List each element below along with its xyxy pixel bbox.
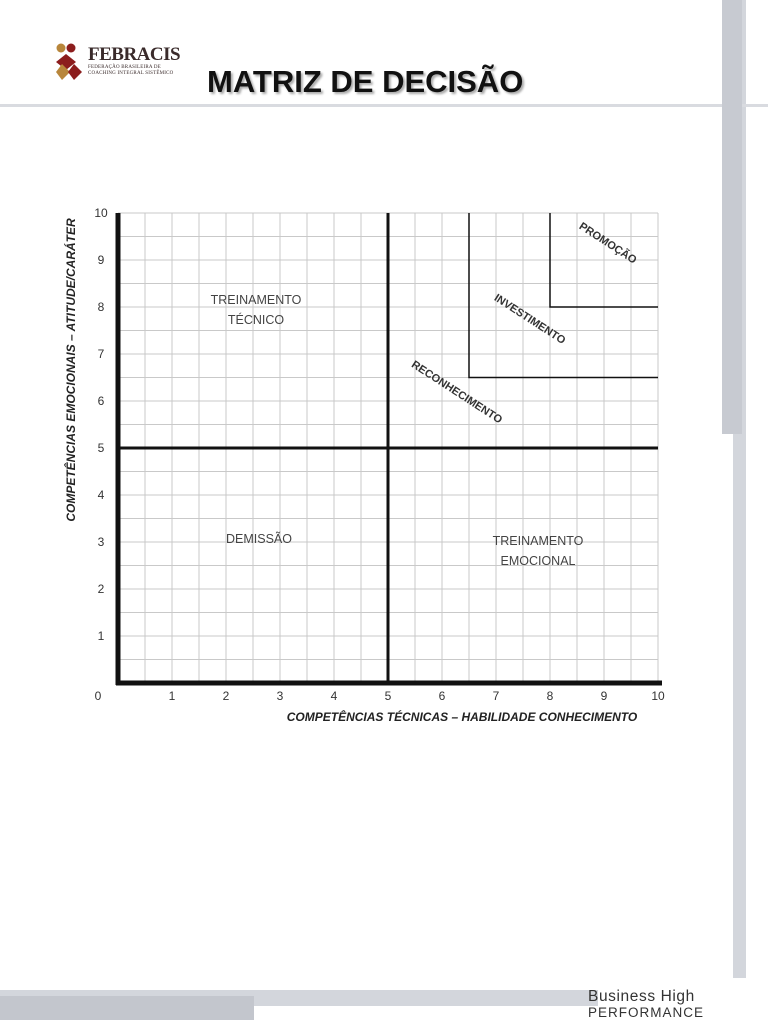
x-axis-label: COMPETÊNCIAS TÉCNICAS – HABILIDADE CONHECIMENTO [286,710,638,724]
quadrant-label-top-left: TÉCNICO [227,313,285,327]
y-axis-label: COMPETÊNCIAS EMOCIONAIS – ATITUDE/CARÁTER [64,218,78,522]
y-tick-label: 10 [94,206,108,220]
x-tick-label: 6 [438,689,446,703]
logo-name: FEBRACIS [88,44,181,65]
quadrant-label-bottom-right: EMOCIONAL [500,554,576,568]
y-tick-label: 2 [97,582,105,596]
page-title: MATRIZ DE DECISÃO [207,64,524,99]
zone-label: PROMOÇÃO [576,220,639,267]
quadrant-label-top-left: TREINAMENTO [210,293,302,307]
side-decoration-bar-dark [722,0,742,434]
x-tick-label: 3 [276,689,284,703]
x-tick-label: 8 [546,689,554,703]
y-tick-label: 3 [97,535,105,549]
origin-label: 0 [94,689,102,703]
quadrant-label-bottom-left: DEMISSÃO [226,532,292,546]
y-tick-label: 1 [97,629,105,643]
logo-tagline: FEDERAÇÃO BRASILEIRA DE [88,65,161,70]
brand-line-2: PERFORMANCE [588,1005,705,1020]
x-tick-label: 5 [384,689,392,703]
logo-tagline: COACHING INTEGRAL SISTÊMICO [88,71,174,76]
x-tick-label: 10 [651,689,665,703]
y-tick-label: 4 [97,488,105,502]
x-tick-label: 9 [600,689,608,703]
brand-line-1: Business High [588,988,695,1005]
y-tick-label: 6 [97,394,105,408]
x-tick-label: 2 [222,689,230,703]
y-tick-label: 8 [97,300,105,314]
x-tick-label: 1 [168,689,176,703]
y-tick-label: 7 [97,347,105,361]
x-tick-label: 7 [492,689,500,703]
y-tick-label: 5 [97,441,105,455]
y-tick-label: 9 [97,253,105,267]
zone-label: RECONHECIMENTO [409,358,505,427]
quadrant-label-bottom-right: TREINAMENTO [492,534,584,548]
x-tick-label: 4 [330,689,338,703]
zone-label: INVESTIMENTO [491,292,568,347]
